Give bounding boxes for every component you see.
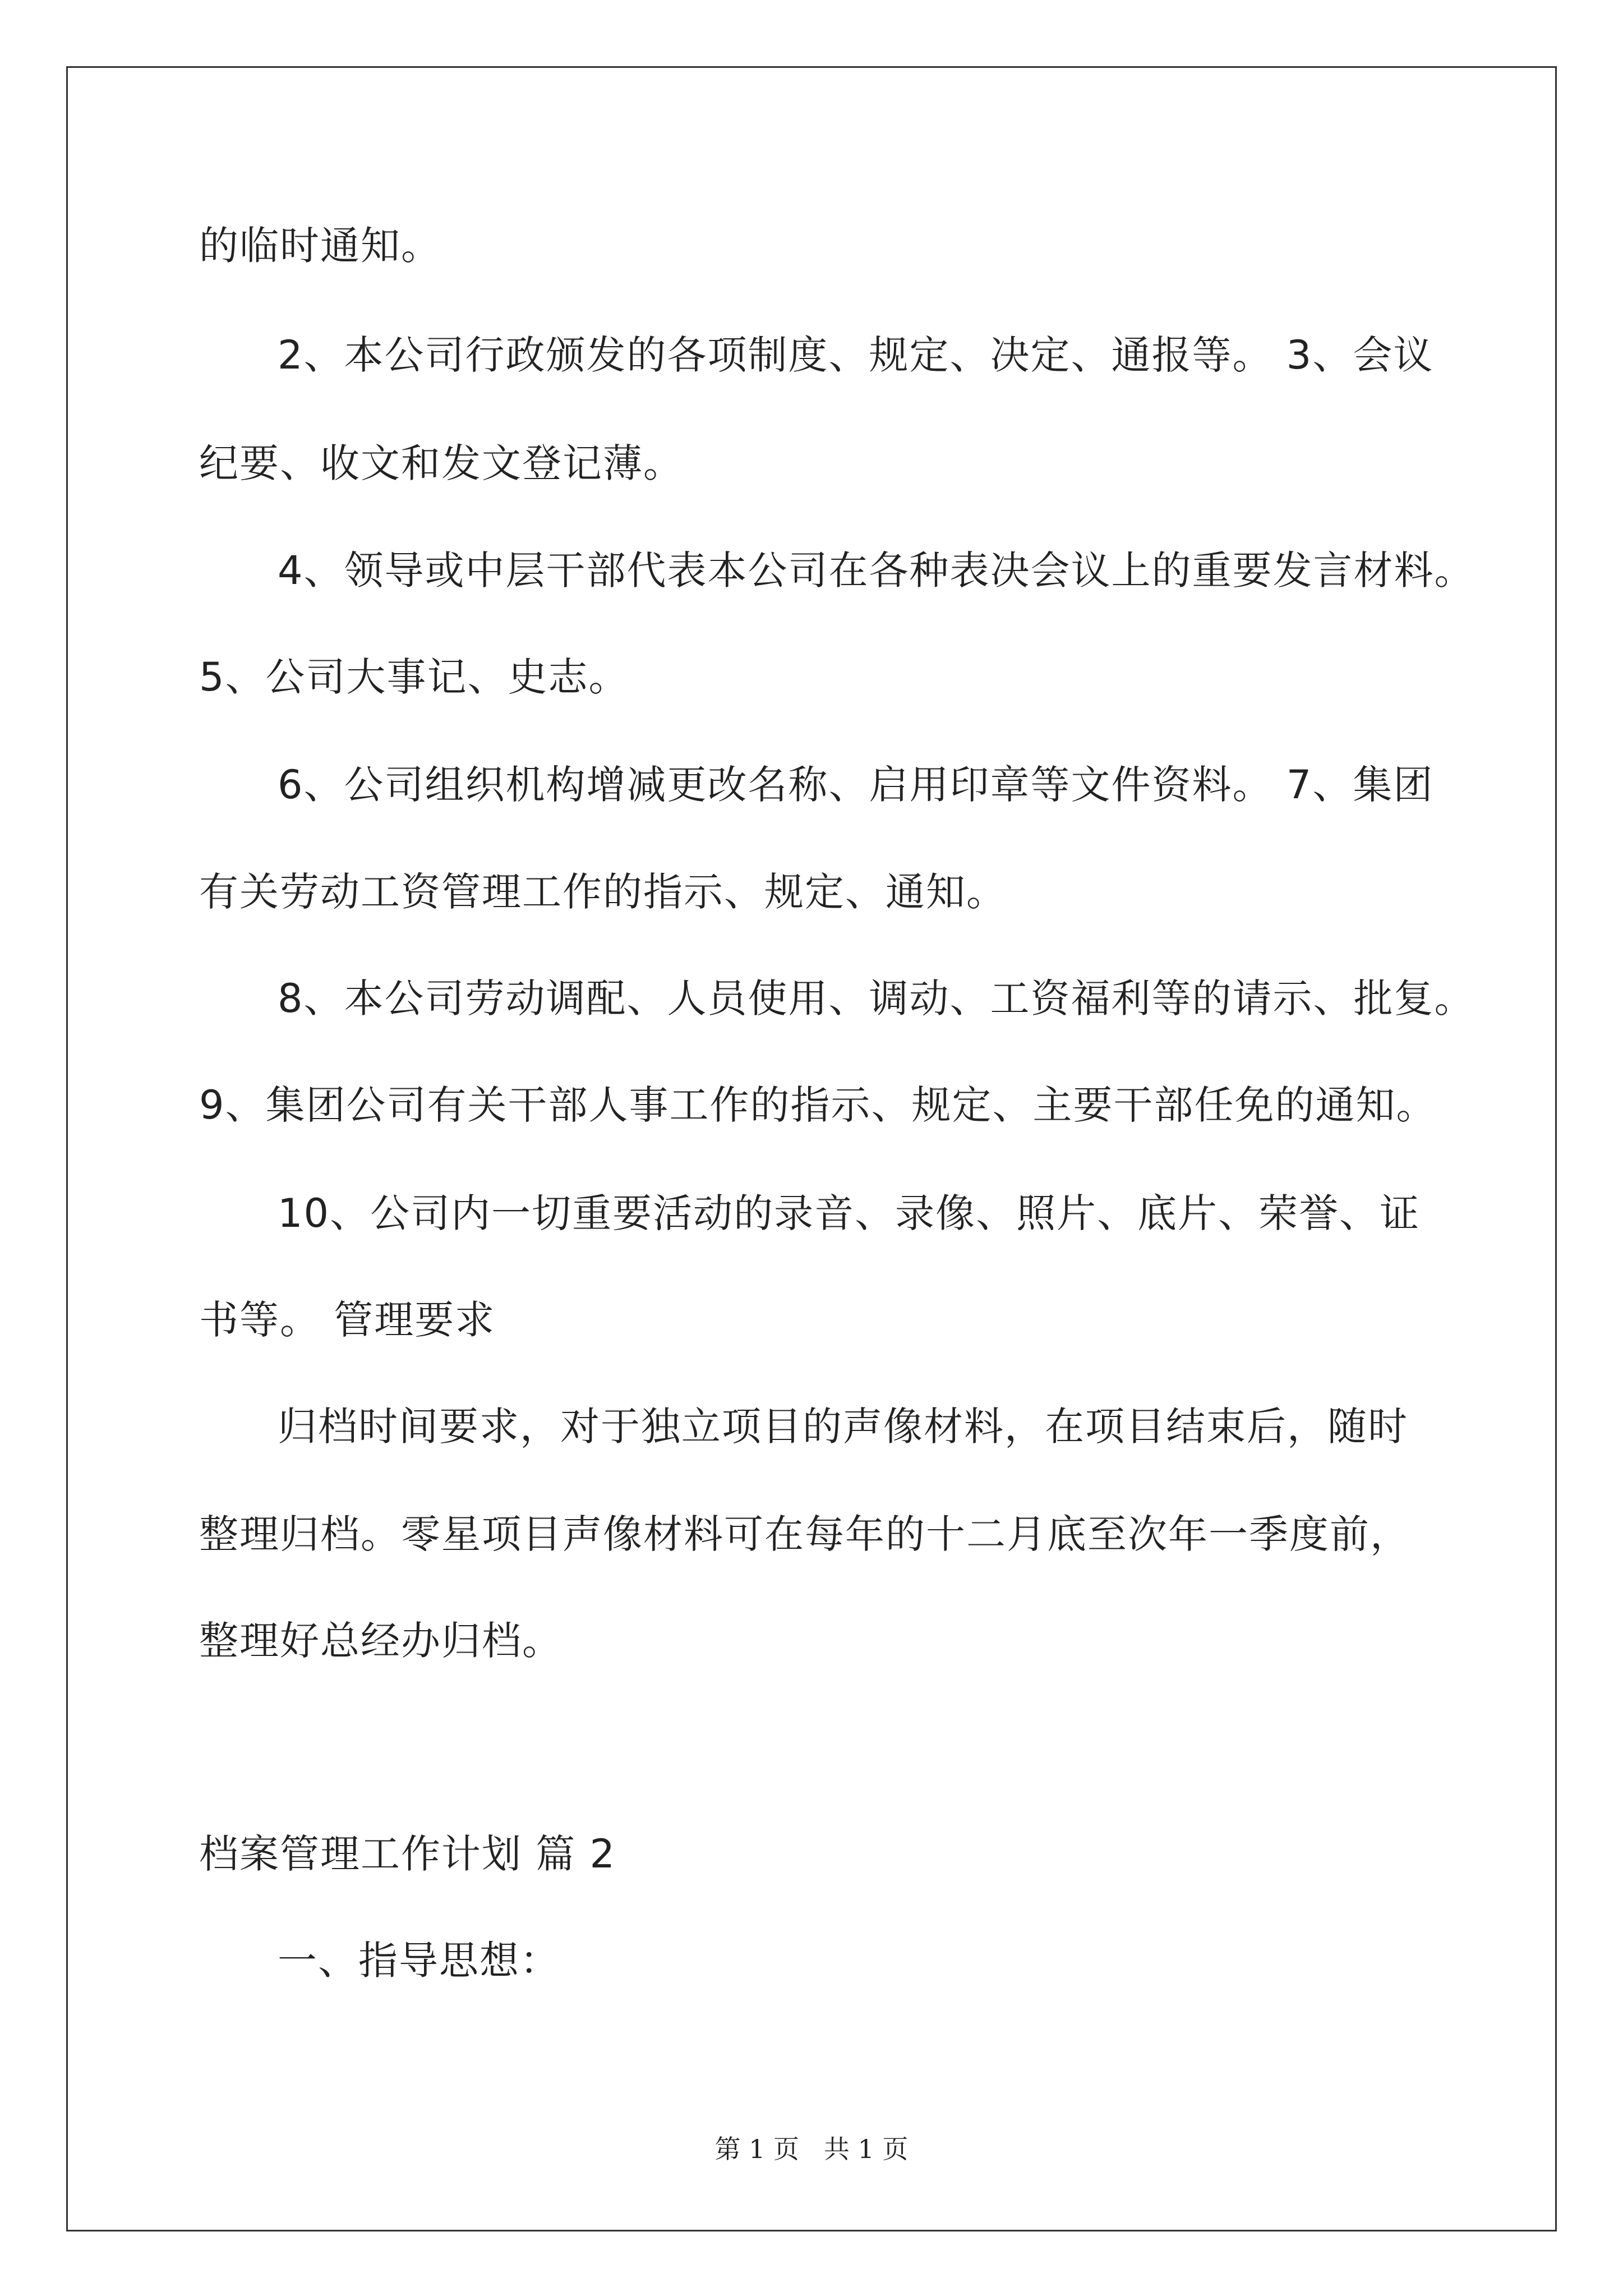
body-line: 有关劳动工资管理工作的指示、规定、通知。 [199,869,1007,915]
body-line: 8、本公司劳动调配、人员使用、调动、工资福利等的请示、批复。 [278,976,1475,1022]
sub-heading: 一、指导思想： [278,1938,560,1984]
section-heading: 档案管理工作计划 篇 2 [199,1831,616,1877]
body-line: 4、领导或中层干部代表本公司在各种表决会议上的重要发言材料。 [278,547,1475,593]
body-line: 整理好总经办归档。 [199,1618,562,1664]
body-line: 5、公司大事记、史志。 [199,654,629,700]
body-line: 9、集团公司有关干部人事工作的指示、规定、主要干部任免的通知。 [199,1082,1437,1128]
body-line: 纪要、收文和发文登记薄。 [199,440,684,486]
body-line: 整理归档。零星项目声像材料可在每年的十二月底至次年一季度前， [199,1511,1410,1557]
body-line: 6、公司组织机构增减更改名称、启用印章等文件资料。 7、集团 [278,762,1434,808]
body-line: 10、公司内一切重要活动的录音、录像、照片、底片、荣誉、证 [278,1190,1421,1236]
body-line: 书等。 管理要求 [199,1297,496,1343]
body-line: 归档时间要求，对于独立项目的声像材料，在项目结束后，随时 [278,1404,1408,1450]
page-footer: 第 1 页 共 1 页 [714,2134,909,2164]
page-border [66,66,1557,2231]
body-line: 的临时通知。 [199,223,441,269]
body-line: 2、本公司行政颁发的各项制度、规定、决定、通报等。 3、会议 [278,332,1434,378]
